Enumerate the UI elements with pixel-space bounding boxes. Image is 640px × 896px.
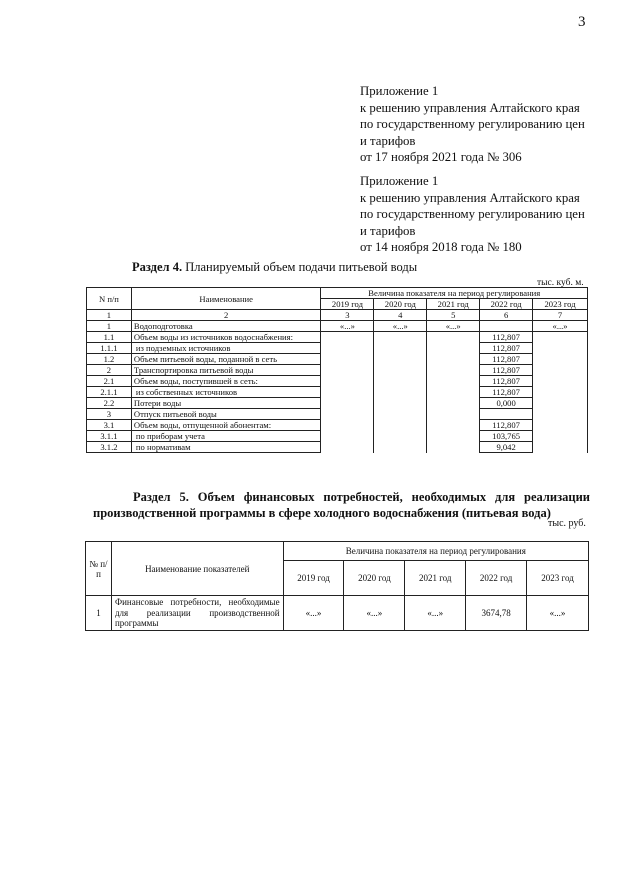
row-name: Транспортировка питьевой воды (131, 365, 321, 376)
value-2022: 112,807 (480, 376, 533, 387)
row-name: Водоподготовка (131, 321, 321, 332)
value-2022 (480, 321, 533, 332)
value-2022: 3674,78 (466, 596, 527, 631)
appendix-line: от 14 ноября 2018 года № 180 (360, 240, 522, 254)
section5-title (93, 489, 590, 521)
value-2022: 112,807 (480, 365, 533, 376)
row-num: 2 (87, 365, 132, 376)
table-row (87, 332, 588, 343)
appendix-line: и тарифов (360, 133, 416, 148)
section5-title-bold: Раздел 5. (133, 490, 189, 504)
header-period: Величина показателя на период регулирования (321, 288, 588, 299)
header-num: N п/п (87, 288, 132, 310)
page-number: 3 (578, 14, 586, 30)
col-number: 5 (427, 310, 480, 321)
col-number: 6 (480, 310, 533, 321)
value-2022: 112,807 (480, 354, 533, 365)
row-num: 3.1 (87, 420, 132, 431)
header-period: Величина показателя на период регулирования (283, 542, 588, 561)
row-name: из подземных источников (131, 343, 321, 354)
row-num: 1 (87, 321, 132, 332)
header-num: № п/п (86, 542, 112, 596)
value-2022: 103,765 (480, 431, 533, 442)
value-2020: «...» (344, 596, 405, 631)
section5-table (85, 541, 589, 631)
row-name: Объем воды, отпущенной абонентам: (131, 420, 321, 431)
value-2019: «...» (321, 321, 374, 332)
table-row (87, 321, 588, 332)
header-year: 2021 год (405, 561, 466, 596)
header-year: 2020 год (344, 561, 405, 596)
header-year: 2022 год (480, 299, 533, 310)
value-2022: 112,807 (480, 387, 533, 398)
merged-empty-2019 (321, 332, 374, 453)
value-2022: 9,042 (480, 442, 533, 453)
value-2021: «...» (405, 596, 466, 631)
row-num: 1.1.1 (87, 343, 132, 354)
section4-title (132, 260, 417, 275)
header-year: 2019 год (283, 561, 344, 596)
row-name: Потери воды (131, 398, 321, 409)
row-name: Объем воды, поступившей в сеть: (131, 376, 321, 387)
row-name: из собственных источников (131, 387, 321, 398)
row-name: по приборам учета (131, 431, 321, 442)
row-num: 3 (87, 409, 132, 420)
value-2022 (480, 409, 533, 420)
row-num: 3.1.1 (87, 431, 132, 442)
value-2023: «...» (533, 321, 588, 332)
merged-empty-2020 (374, 332, 427, 453)
row-num: 2.1.1 (87, 387, 132, 398)
appendix-line: и тарифов (360, 223, 416, 238)
header-year: 2023 год (527, 561, 589, 596)
row-name: Отпуск питьевой воды (131, 409, 321, 420)
appendix-current-block (360, 83, 585, 166)
section5-unit: тыс. руб. (548, 518, 586, 529)
value-2022: 112,807 (480, 332, 533, 343)
header-year: 2021 год (427, 299, 480, 310)
appendix-line: Приложение 1 (360, 174, 439, 188)
col-number: 4 (374, 310, 427, 321)
value-2020: «...» (374, 321, 427, 332)
row-name: Объем воды из источников водоснабжения: (131, 332, 321, 343)
appendix-line: к решению управления Алтайского края (360, 100, 580, 115)
row-num: 1 (86, 596, 112, 631)
appendix-line: по государственному регулированию цен (360, 207, 585, 221)
value-2023: «...» (527, 596, 589, 631)
appendix-line: Приложение 1 (360, 84, 439, 98)
section5-title-text: Объем финансовых потребностей, необходимых для реализации производственной программы в сфере холодного водоснабжения (питьевая вода) (93, 490, 590, 520)
section4-title-text: Планируемый объем подачи питьевой воды (182, 260, 418, 274)
header-year: 2020 год (374, 299, 427, 310)
table-row (86, 596, 589, 631)
value-2022: 112,807 (480, 343, 533, 354)
row-name: Финансовые потребности, необходимые для реализации производственной программы (111, 596, 283, 631)
header-year: 2019 год (321, 299, 374, 310)
col-number: 2 (131, 310, 321, 321)
row-num: 1.1 (87, 332, 132, 343)
merged-empty-2023 (533, 332, 588, 453)
merged-empty-2021 (427, 332, 480, 453)
value-2022: 0,000 (480, 398, 533, 409)
section4-table (86, 287, 588, 453)
header-year: 2022 год (466, 561, 527, 596)
header-name: Наименование (131, 288, 321, 310)
appendix-line: от 17 ноября 2021 года № 306 (360, 150, 522, 164)
appendix-line: по государственному регулированию цен (360, 117, 585, 131)
row-name: Объем питьевой воды, поданной в сеть (131, 354, 321, 365)
row-num: 2.2 (87, 398, 132, 409)
header-year: 2023 год (533, 299, 588, 310)
appendix-line: к решению управления Алтайского края (360, 190, 580, 205)
col-number: 3 (321, 310, 374, 321)
section4-title-bold: Раздел 4. (132, 260, 183, 274)
row-name: по нормативам (131, 442, 321, 453)
appendix-original-block (360, 173, 585, 256)
value-2019: «...» (283, 596, 344, 631)
header-name: Наименование показателей (111, 542, 283, 596)
col-number: 1 (87, 310, 132, 321)
row-num: 2.1 (87, 376, 132, 387)
section4-unit: тыс. куб. м. (537, 278, 584, 288)
value-2022: 112,807 (480, 420, 533, 431)
row-num: 3.1.2 (87, 442, 132, 453)
row-num: 1.2 (87, 354, 132, 365)
value-2021: «...» (427, 321, 480, 332)
col-number: 7 (533, 310, 588, 321)
